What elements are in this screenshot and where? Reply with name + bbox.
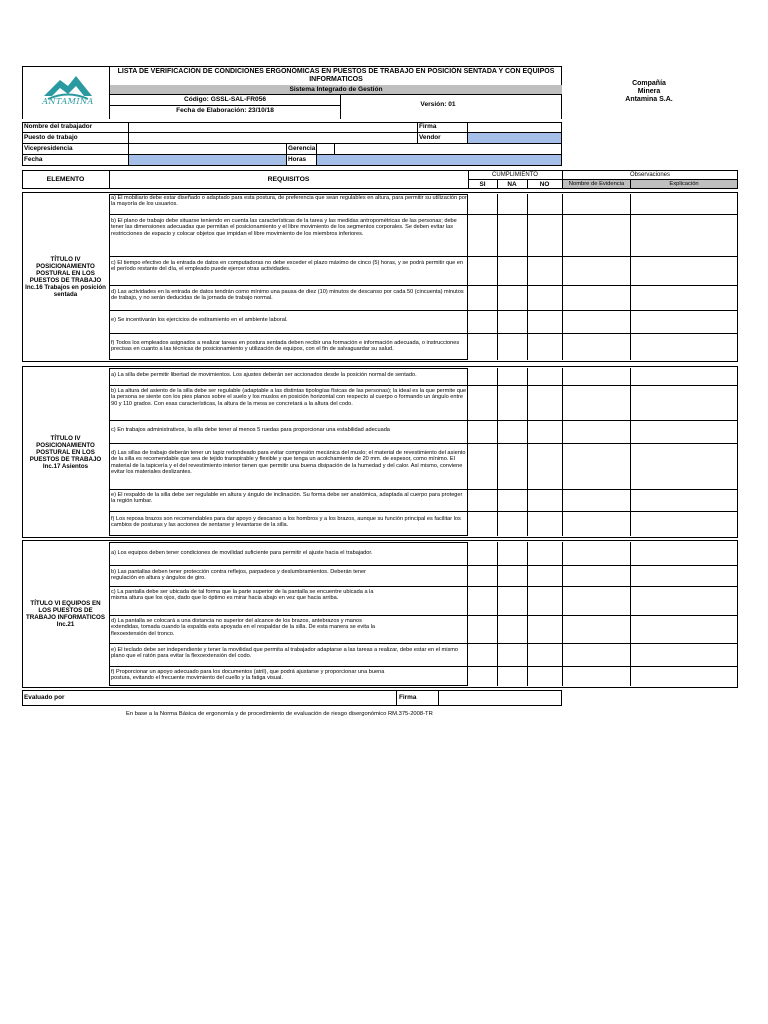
evaluated-by-input[interactable] (110, 691, 396, 705)
document-title: LISTA DE VERIFICACIÓN DE CONDICIONES ERGONÓMICAS EN PUESTOS DE TRABAJO EN POSICIÓN SENTADA Y CON EQUIPOS INFORMATICOS (117, 68, 555, 83)
rule (109, 643, 738, 644)
requirement-text: e) El respaldo de la silla debe ser regulable en altura y ángulo de inclinación. Su forma debe ser anatómica, adaptada al cuerpo para proteger la región lumbar. (111, 492, 463, 505)
rule (109, 666, 738, 667)
rule (562, 542, 563, 686)
rule (497, 542, 498, 686)
rule (630, 194, 631, 360)
column-no: NO (539, 181, 550, 188)
rule (110, 105, 340, 106)
requirement-text: a) La silla debe permitir libertad de movimientos. Los ajustes deberán ser accionados desde la posición normal de sentado. (111, 372, 417, 378)
company-logo (38, 70, 98, 110)
requirement-text: c) El tiempo efectivo de la entrada de datos en computadoras no debe exceder el plazo máximo de cinco (5) horas, y se podrá permitir que en el período restante del día, el empleado puede ejercer otras actividades. (111, 260, 463, 273)
document-version: Versión: 01 (420, 101, 456, 108)
rule (110, 94, 562, 95)
section-title: TÍTULO IV POSICIONAMIENTO POSTURAL EN LOS PUESTOS DE TRABAJO Inc.17 Asientos (29, 434, 102, 470)
requirement-text: d) Las actividades en la entrada de datos tendrán como mínimo una pausa de diez (10) minutos de descanso por cada 50 (cincuenta) minutos de trabajo, y no serán deducidas de la jornada de trabajo normal. (111, 289, 464, 302)
elaboration-date: Fecha de Elaboración: 23/10/18 (176, 107, 274, 114)
signature-input[interactable] (468, 123, 561, 132)
requirement-text: b) La altura del asiento de la silla debe ser regulable (adaptable a las distintas tipologías físicas de las personas); la ideal es la que permite que la persona se siente con los pies planos sobre el suelo y los muslos en posición horizontal con respecto al cuerpo o formando un ángulo entre 90 y 110 grados. Con esas características, la altura de la mesa se concretará a la altura del codo. (111, 388, 467, 407)
requirement-text: b) Las pantallas deben tener protección contra reflejos, parpadeos y deslumbramientos. Deberán tener regulación en altura y ángulos de giro. (111, 569, 366, 582)
column-na: NA (507, 181, 517, 188)
requirement-text: d) Las sillas de trabajo deberán tener un tapiz redondeado para evitar compresión mecánica del muslo; el material de revestimiento del asiento de la silla es recomendable que sea de tejido transpirable y flexible y que tenga un acolchamiento de 20 mm. de espesor, como mínimo. El material de la tapicería y el del revestimiento interior tienen que permitir una buena disipación de la humedad y del calor. Así mismo, conviene evitar los materiales deslizantes. (111, 450, 466, 475)
requirement-text: f) Todos los empleados asignados a realizar tareas en postura sentada deben recibir una formación e información adecuada, o instrucciones precisas en cuanto a las técnicas de posicionamiento y utilización de equipos, con el fin de salvaguardar su salud. (111, 340, 460, 353)
vicepresidency-label: Vicepresidencia (24, 145, 73, 152)
rule (630, 368, 631, 536)
rule (527, 194, 528, 360)
rule (527, 368, 528, 536)
requirement-text: a) El mobiliario debe estar diseñado o adaptado para esta postura, de preferencia que sean regulables en altura, para permitir su utilización por la mayoría de los usuarios. (111, 195, 467, 208)
vicepresidency-input[interactable] (129, 144, 286, 154)
column-requisitos: REQUISITOS (267, 176, 310, 183)
section-title: TÍTULO IV POSICIONAMIENTO POSTURAL EN LOS PUESTOS DE TRABAJO Inc.16 Trabajos en posición sentada (25, 256, 106, 298)
management-input[interactable] (335, 144, 561, 154)
column-observaciones: Observaciones (629, 172, 671, 178)
management-label: Gerencia (288, 145, 316, 152)
rule (630, 542, 631, 686)
logo-text: ANTAMINA (42, 97, 94, 106)
rule (497, 194, 498, 360)
column-evidencia: Nombre de Evidencia (563, 180, 630, 188)
signature-label: Firma (419, 123, 437, 130)
rule (109, 565, 738, 566)
rule (562, 194, 563, 360)
worker-name-input[interactable] (129, 123, 417, 132)
rule (109, 443, 738, 444)
column-si: SI (479, 181, 486, 188)
rule (109, 214, 738, 215)
hours-label: Horas (288, 156, 307, 163)
rule (109, 489, 738, 490)
rule (562, 368, 563, 536)
column-explicacion: Explicación (631, 180, 737, 188)
rule (109, 615, 738, 616)
requirement-text: a) Los equipos deben tener condiciones de movilidad suficiente para permitir el ajuste hacia el trabajador. (111, 550, 373, 556)
requirement-text: e) El teclado debe ser independiente y tener la movilidad que permita al trabajador adaptarse a las tareas a realizar, debe estar en el mismo plano que el ratón para evitar la flexoextensión del codo. (111, 647, 459, 660)
vendor-label: Vendor (419, 134, 441, 141)
job-position-input[interactable] (129, 133, 417, 143)
requirement-text: f) Los reposa brazos son recomendables para dar apoyo y descanso a los hombros y a los brazos, aunque su función principal es facilitar los cambios de posturas y las acciones de sentarse y levantarse de la silla. (111, 516, 461, 529)
rule (109, 285, 738, 286)
hours-input[interactable] (317, 155, 561, 165)
rule (527, 542, 528, 686)
system-name: Sistema Integrado de Gestión (110, 85, 562, 94)
date-label: Fecha (24, 156, 43, 163)
column-elemento: ELEMENTO (46, 176, 85, 183)
rule (109, 511, 738, 512)
requirement-text: d) La pantalla se colocará a una distancia no superior del alcance de los brazos, antebrazos y manos extendidas, tomada cuando la espalda esta apoyada en el respaldar de la silla. De esta manera se evita la flexoextensión del tronco. (111, 618, 376, 637)
rule (109, 256, 738, 257)
date-input[interactable] (129, 155, 286, 165)
rule (109, 420, 738, 421)
rule (497, 368, 498, 536)
requirement-text: c) En trabajos administrativos, la silla debe tener al menos 5 ruedas para proporcionar una estabilidad adecuada (111, 427, 390, 433)
worker-name-label: Nombre del trabajador (24, 123, 93, 130)
section-title: TÍTULO VI EQUIPOS EN LOS PUESTOS DE TRABAJO INFORMATICOS Inc.21 (26, 600, 105, 628)
requirement-text: b) El plano de trabajo debe situarse teniendo en cuenta las características de la tarea y las medidas antropométricas de las personas; debe tener las dimensiones adecuadas que permitan el posicionamiento y el libre movimiento de los segmentos corporales. Se deben evitar las restricciones de espacio y colocar objetos que impidan el libre movimiento de los miembros inferiores. (111, 218, 457, 237)
rule (109, 333, 738, 334)
requirement-text: e) Se incentivarán los ejercicios de estiramiento en el ambiente laboral. (111, 317, 288, 323)
vendor-input[interactable] (468, 133, 561, 143)
company-line: Antamina S.A. (625, 96, 673, 103)
footer-signature-label: Firma (399, 694, 417, 701)
column-cumplimiento: CUMPLIMIENTO (492, 172, 538, 178)
section-inner-frame (109, 542, 468, 686)
company-line: Minera (637, 88, 661, 95)
company-line: Compañía (632, 80, 666, 87)
requirement-text: f) Proporcionar un apoyo adecuado para los documentos (atril), que podrá ajustarse y proporcionar una buena postura, evitando el frecuente movimiento del cuello y la fatiga visual. (111, 669, 385, 682)
rule (109, 310, 738, 311)
footer-signature-input[interactable] (439, 691, 561, 705)
job-position-label: Puesto de trabajo (24, 134, 78, 141)
footer-note: En base a la Norma Básica de ergonomía y de procedimiento de evaluación de riesgo disergonómico RM.375-2008-TR (126, 711, 433, 717)
evaluated-by-label: Evaluado por (24, 694, 65, 701)
rule (109, 586, 738, 587)
company-name (608, 80, 690, 104)
rule (109, 385, 738, 386)
requirement-text: c) La pantalla debe ser ubicada de tal forma que la parte superior de la pantalla se encuentre ubicada a la misma altura que los ojos, dado que lo óptimo es mirar hacia abajo en vez que hacia arriba. (111, 589, 374, 602)
document-code: Código: GSSL-SAL-FR056 (183, 96, 267, 103)
